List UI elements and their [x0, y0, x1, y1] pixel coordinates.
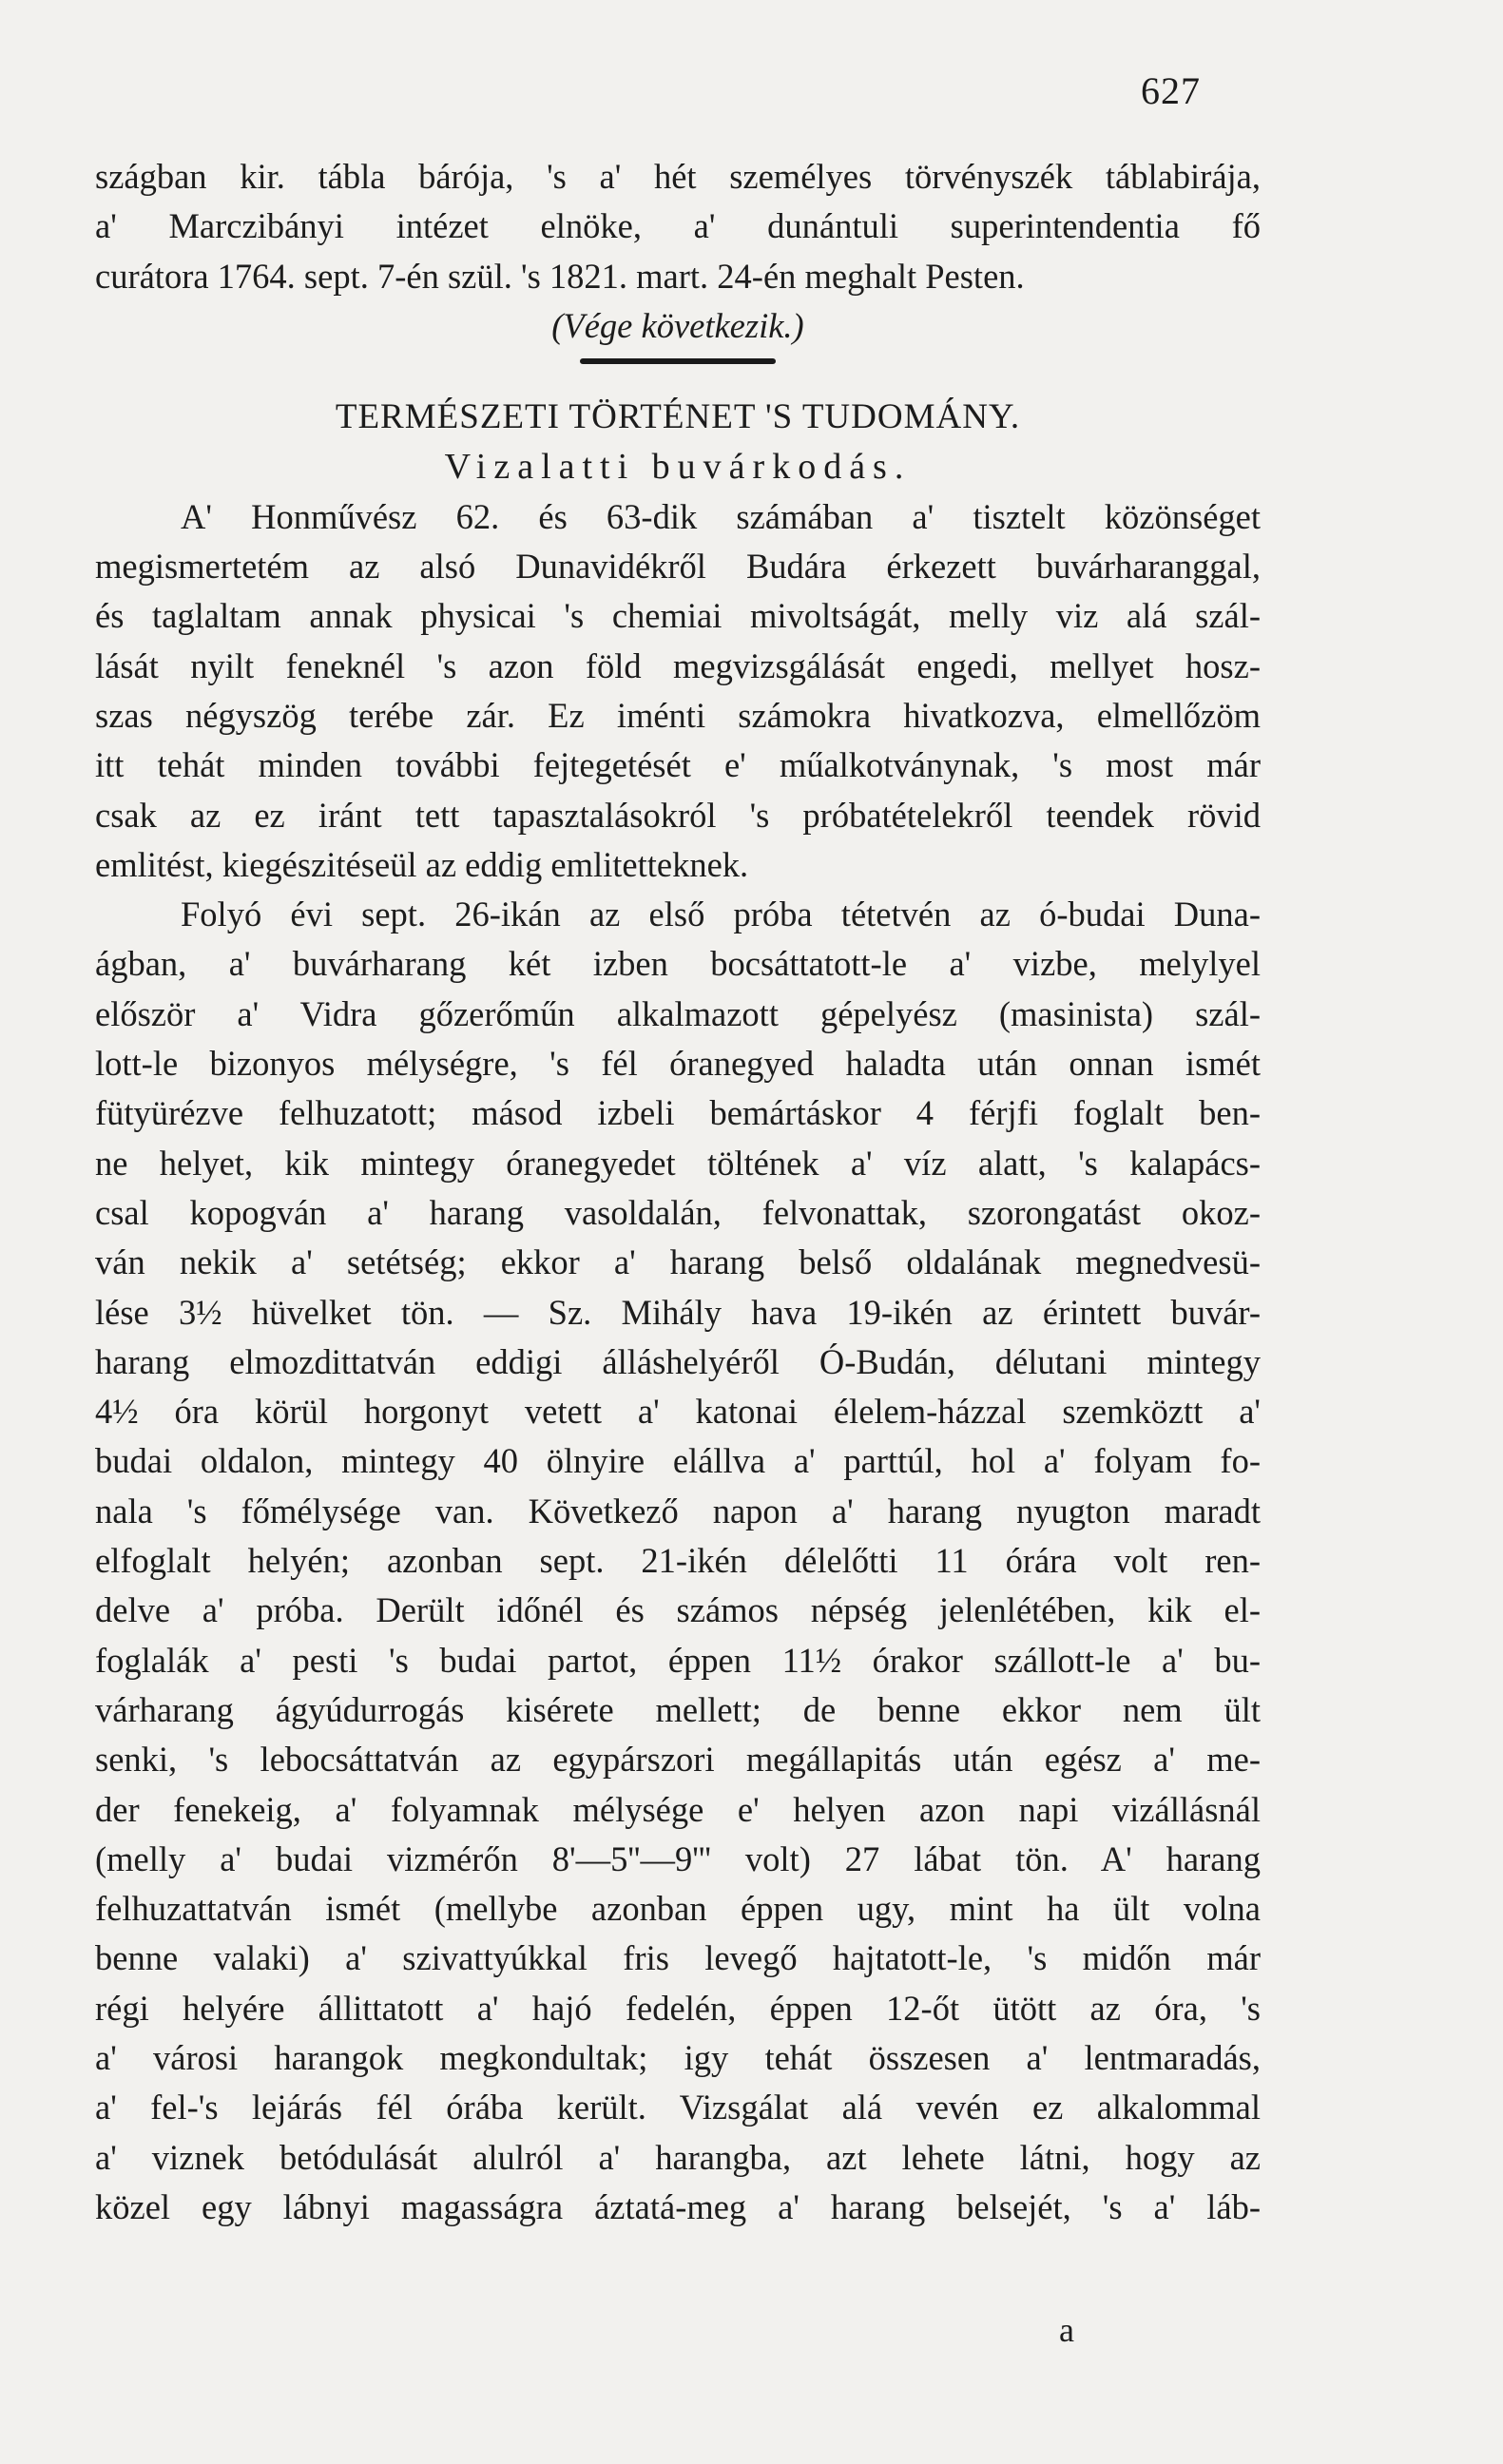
text-line: A' Honművész 62. és 63-dik számában a' tisztelt közönséget — [181, 496, 1261, 536]
text-line: 4½ óra körül horgonyt vetett a' katonai élelem-házzal szemköztt a' — [95, 1392, 1261, 1432]
text-line: a' fel-'s lejárás fél órába került. Vizsgálat alá vevén ez alkalommal — [95, 2088, 1261, 2127]
text-line: foglalák a' pesti 's budai partot, éppen 11½ órakor szállott-le a' bu- — [95, 1640, 1261, 1680]
section-heading: TERMÉSZETI TÖRTÉNET 'S TUDOMÁNY. — [335, 397, 1021, 437]
text-line: közel egy lábnyi magasságra áztatá-meg a' harang belsejét, 's a' láb- — [95, 2186, 1261, 2226]
text-line: csak az ez iránt tett tapasztalásokról 's próbatételekről teendek rövid — [95, 795, 1261, 835]
text-line: ágban, a' buvárharang két izben bocsáttatott-le a' vizbe, melylyel — [95, 944, 1261, 984]
catchword: a — [1059, 2311, 1074, 2349]
page-number: 627 — [1141, 69, 1201, 112]
previous-article-ending — [95, 152, 1261, 301]
text-line: lése 3½ hüvelket tön. — Sz. Mihály hava 19-ikén az érintett buvár- — [95, 1292, 1261, 1332]
text-line: senki, 's lebocsáttatván az egypárszori megállapitás után egész a' me- — [95, 1740, 1261, 1780]
text-line: a' viznek betódulását alulról a' harangba, azt lehete látni, hogy az — [95, 2137, 1261, 2177]
to-be-continued-note: (Vége következik.) — [551, 305, 804, 345]
text-line: és taglaltam annak physicai 's chemiai mivoltságát, melly viz alá szál- — [95, 596, 1261, 636]
text-line: csal kopogván a' harang vasoldalán, felvonattak, szorongatást okoz- — [95, 1192, 1261, 1232]
paragraph-1 — [95, 492, 1261, 890]
text-line: régi helyére állittatott a' hajó fedelén, éppen 12-őt ütött az óra, 's — [95, 1988, 1261, 2028]
text-line: harang elmozdittatván eddigi álláshelyéről Ó-Budán, délutani mintegy — [95, 1341, 1261, 1381]
text-line: benne valaki) a' szivattyúkkal fris levegő hajtatott-le, 's midőn már — [95, 1938, 1261, 1978]
text-line: megismertetém az alsó Dunavidékről Budára érkezett buvárharanggal, — [95, 547, 1261, 587]
text-line: ne helyet, kik mintegy óranegyedet töltének a' víz alatt, 's kalapács- — [95, 1143, 1261, 1183]
text-line: itt tehát minden további fejtegetését e' műalkotványnak, 's most már — [95, 745, 1261, 785]
article-title: Vizalatti buvárkodás. — [444, 447, 912, 488]
text-line: emlitést, kiegészitéseül az eddig emlitetteknek. — [95, 844, 749, 884]
text-line: delve a' próba. Derült időnél és számos népség jelenlétében, kik el- — [95, 1590, 1261, 1630]
text-line: a' városi harangok megkondultak; igy tehát összesen a' lentmaradás, — [95, 2037, 1261, 2077]
text-line: (melly a' budai vizmérőn 8'—5''—9''' volt) 27 lábat tön. A' harang — [95, 1838, 1261, 1878]
text-line: elfoglalt helyén; azonban sept. 21-ikén délelőtti 11 órára volt ren- — [95, 1541, 1261, 1581]
text-line: fütyürézve felhuzatott; másod izbeli bemártáskor 4 férjfi foglalt ben- — [95, 1093, 1261, 1133]
text-line: várharang ágyúdurrogás kisérete mellett; de benne ekkor nem ült — [95, 1689, 1261, 1729]
section-divider — [580, 358, 776, 364]
text-line: lott-le bizonyos mélységre, 's fél óranegyed haladta után onnan ismét — [95, 1044, 1261, 1084]
text-line: der fenekeig, a' folyamnak mélysége e' helyen azon napi vizállásnál — [95, 1789, 1261, 1829]
text-line: Folyó évi sept. 26-ikán az első próba tétetvén az ó-budai Duna- — [181, 895, 1261, 934]
text-line: budai oldalon, mintegy 40 ölnyire elállva a' parttúl, hol a' folyam fo- — [95, 1441, 1261, 1481]
text-line: szágban kir. tábla bárója, 's a' hét személyes törvényszék táblabirája, — [95, 157, 1261, 196]
page-text — [95, 152, 1261, 2232]
text-line: a' Marczibányi intézet elnöke, a' dunántuli superintendentia fő — [95, 206, 1261, 246]
text-line: ván nekik a' setétség; ekkor a' harang belső oldalának megnedvesü- — [95, 1242, 1261, 1282]
paragraph-2 — [95, 890, 1261, 2232]
text-line: felhuzattatván ismét (mellybe azonban éppen ugy, mint ha ült volna — [95, 1889, 1261, 1929]
text-line: lását nyilt feneknél 's azon föld megvizsgálását engedi, mellyet hosz- — [95, 645, 1261, 685]
text-line: először a' Vidra gőzerőműn alkalmazott gépelyész (masinista) szál- — [95, 993, 1261, 1033]
text-line: curátora 1764. sept. 7-én szül. 's 1821. mart. 24-én meghalt Pesten. — [95, 256, 1025, 296]
text-line: szas négyszög terébe zár. Ez iménti számokra hivatkozva, elmellőzöm — [95, 695, 1261, 735]
text-line: nala 's főmélysége van. Következő napon a' harang nyugton maradt — [95, 1491, 1261, 1530]
